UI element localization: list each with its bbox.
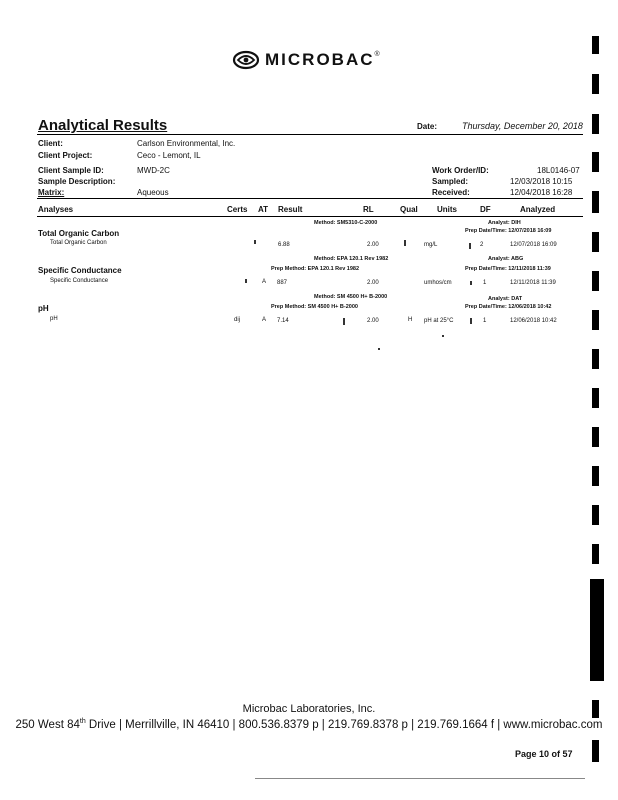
date-label: Date: [417, 122, 438, 131]
work-order-value: 18L0146-07 [537, 166, 580, 175]
report-title: Analytical Results [38, 117, 168, 134]
client-sample-id-label: Client Sample ID: [38, 166, 104, 175]
method-line: Method: EPA 120.1 Rev 1982 [314, 256, 389, 262]
header-certs: Certs [227, 205, 248, 214]
client-value: Carlson Environmental, Inc. [137, 139, 236, 148]
section-title: Specific Conductance [38, 266, 122, 275]
header-rl: RL [363, 205, 374, 214]
analyte-name: Specific Conductance [50, 278, 109, 284]
scan-speck [470, 318, 472, 324]
address-contact: Drive | Merrillville, IN 46410 | 800.536.8379 p | 219.769.8378 p | 219.769.1664 f | www.microbac.com [85, 718, 603, 731]
analyst-line: Analyst: DIH [488, 220, 521, 226]
sampled-label: Sampled: [432, 177, 469, 186]
scan-edge-bar [592, 232, 599, 252]
analyzed-value: 12/06/2018 10:42 [510, 318, 557, 324]
info-divider [37, 198, 583, 199]
matrix-value: Aqueous [137, 188, 169, 197]
scan-edge-bar [592, 740, 599, 762]
header-analyses: Analyses [38, 205, 74, 214]
logo-brand-name: MICROBAC [265, 50, 375, 69]
header-at: AT [258, 205, 269, 214]
scan-speck [469, 243, 471, 249]
scan-edge-bar [592, 349, 599, 369]
scan-edge-bar [592, 466, 599, 486]
scan-edge-bar [592, 271, 599, 291]
rl-value: 2.00 [367, 318, 379, 324]
analyzed-value: 12/07/2018 16:09 [510, 242, 557, 248]
client-project-label: Client Project: [38, 151, 93, 160]
prep-method-line: Prep Method: EPA 120.1 Rev 1982 [271, 266, 360, 272]
title-divider [37, 134, 583, 135]
df-value: 1 [483, 280, 487, 286]
scan-edge-bar [592, 310, 599, 330]
df-value: 2 [480, 242, 484, 248]
received-value: 12/04/2018 16:28 [510, 188, 573, 197]
header-result: Result [278, 205, 303, 214]
received-label: Received: [432, 188, 470, 197]
footer-address [0, 718, 618, 731]
header-qual: Qual [400, 205, 418, 214]
footer-company-name: Microbac Laboratories, Inc. [242, 703, 376, 715]
scan-edge-bar [592, 74, 599, 94]
units-value: mg/L [424, 242, 438, 248]
microbac-logo-icon [231, 50, 261, 70]
units-value: pH at 25°C [424, 318, 454, 324]
address-ordinal: th [79, 718, 86, 725]
scan-edge-bar [592, 36, 599, 54]
page-number: Page 10 of 57 [515, 749, 573, 759]
scan-speck [470, 281, 472, 285]
scan-speck [378, 348, 380, 350]
rl-value: 2.00 [367, 242, 379, 248]
header-df: DF [480, 205, 491, 214]
analyzed-value: 12/11/2018 11:39 [510, 280, 556, 286]
scan-edge-bar [592, 114, 599, 134]
section-title: pH [38, 304, 49, 313]
scan-speck [245, 279, 247, 283]
prep-datetime-line: Prep Date/Time: 12/07/2018 16:09 [465, 228, 552, 234]
scan-edge-bar [592, 544, 599, 564]
at-value: A [262, 279, 267, 285]
client-project-value: Ceco - Lemont, IL [137, 151, 201, 160]
address-street: 250 West 84 [15, 718, 80, 731]
scan-speck [254, 240, 256, 244]
result-value: 887 [277, 280, 288, 286]
qual-value: H [408, 317, 413, 323]
at-value: A [262, 317, 267, 323]
analyte-name: pH [50, 316, 58, 322]
client-label: Client: [38, 139, 63, 148]
section-title: Total Organic Carbon [38, 229, 120, 238]
report-date: Thursday, December 20, 2018 [462, 121, 583, 131]
matrix-label: Matrix: [38, 188, 65, 197]
scan-edge-bar [592, 191, 599, 213]
analyst-line: Analyst: ABG [488, 256, 524, 262]
method-line: Method: SM 4500 H+ B-2000 [314, 294, 388, 300]
scan-speck [442, 335, 444, 337]
certs-value: dij [234, 317, 241, 323]
scan-edge-bar [592, 152, 599, 172]
units-value: umhos/cm [424, 280, 452, 286]
registered-mark: ® [374, 51, 380, 58]
scan-edge-block [590, 579, 604, 681]
result-value: 7.14 [277, 318, 289, 324]
scan-speck [404, 240, 406, 246]
scan-edge-bar [592, 505, 599, 525]
sample-description-label: Sample Description: [38, 177, 116, 186]
analyte-name: Total Organic Carbon [50, 240, 107, 246]
df-value: 1 [483, 318, 487, 324]
header-units: Units [437, 205, 457, 214]
prep-method-line: Prep Method: SM 4500 H+ B-2000 [271, 304, 358, 310]
method-line: Method: SM5310-C-2000 [314, 220, 378, 226]
prep-datetime-line: Prep Date/Time: 12/11/2018 11:39 [465, 266, 551, 272]
company-logo [231, 49, 380, 71]
scan-speck [343, 318, 345, 325]
rl-value: 2.00 [367, 280, 379, 286]
work-order-label: Work Order/ID: [432, 166, 489, 175]
header-divider [37, 216, 583, 217]
result-value: 6.88 [278, 242, 290, 248]
sampled-value: 12/03/2018 10:15 [510, 177, 573, 186]
scan-edge-bar [592, 427, 599, 447]
prep-datetime-line: Prep Date/Time: 12/06/2018 10:42 [465, 304, 552, 310]
header-analyzed: Analyzed [520, 205, 556, 214]
analyst-line: Analyst: DAT [488, 296, 523, 302]
scan-bottom-line [255, 778, 585, 779]
client-sample-id-value: MWD-2C [137, 166, 170, 175]
scan-edge-bar [592, 388, 599, 408]
